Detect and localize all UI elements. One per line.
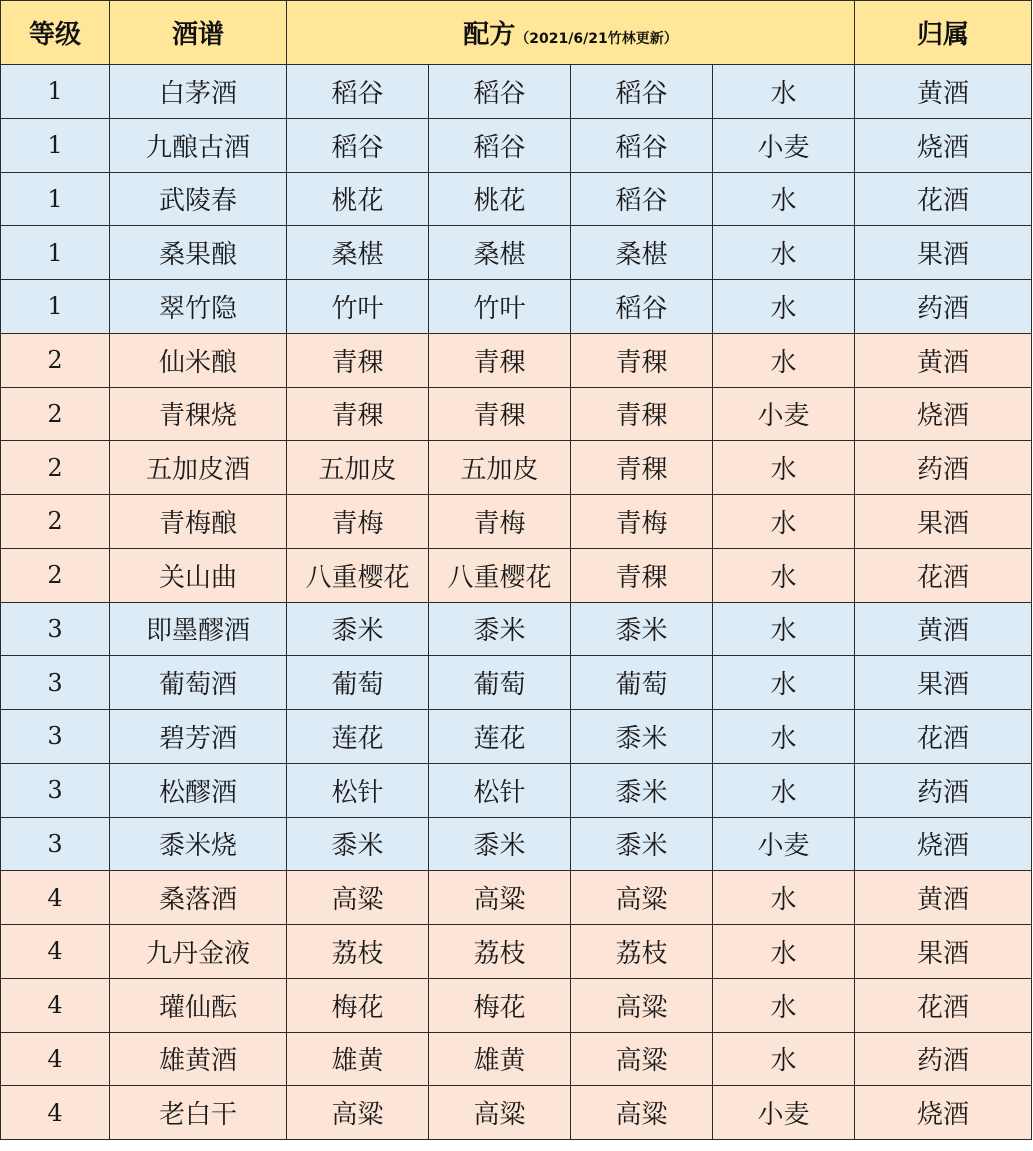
cell-ingredient-1: 青梅 <box>287 495 429 549</box>
cell-ingredient-4: 水 <box>713 925 855 979</box>
cell-ingredient-2: 青稞 <box>429 333 571 387</box>
cell-ingredient-3: 高粱 <box>571 978 713 1032</box>
cell-ingredient-1: 荔枝 <box>287 925 429 979</box>
cell-ingredient-2: 高粱 <box>429 871 571 925</box>
cell-ingredient-4: 小麦 <box>713 817 855 871</box>
table-row <box>1 441 1032 495</box>
cell-ingredient-4: 水 <box>713 602 855 656</box>
cell-level: 2 <box>1 333 110 387</box>
header-recipe-name: 酒谱 <box>110 1 287 65</box>
cell-ingredient-1: 黍米 <box>287 817 429 871</box>
cell-recipe-name: 青稞烧 <box>110 387 287 441</box>
cell-level: 3 <box>1 602 110 656</box>
table-row <box>1 118 1032 172</box>
cell-ingredient-2: 稻谷 <box>429 65 571 119</box>
cell-level: 1 <box>1 65 110 119</box>
table-body <box>1 65 1032 1140</box>
cell-ingredient-4: 水 <box>713 871 855 925</box>
cell-recipe-name: 黍米烧 <box>110 817 287 871</box>
cell-ingredient-1: 松针 <box>287 763 429 817</box>
cell-ingredient-3: 青稞 <box>571 548 713 602</box>
cell-ingredient-2: 竹叶 <box>429 280 571 334</box>
cell-ingredient-4: 小麦 <box>713 1086 855 1140</box>
cell-ingredient-1: 竹叶 <box>287 280 429 334</box>
cell-level: 2 <box>1 548 110 602</box>
cell-ingredient-3: 稻谷 <box>571 65 713 119</box>
table-row <box>1 548 1032 602</box>
cell-ingredient-3: 稻谷 <box>571 118 713 172</box>
cell-level: 3 <box>1 710 110 764</box>
cell-ingredient-3: 高粱 <box>571 871 713 925</box>
cell-ingredient-3: 黍米 <box>571 710 713 764</box>
cell-ingredient-4: 水 <box>713 441 855 495</box>
cell-ingredient-4: 小麦 <box>713 118 855 172</box>
cell-ingredient-2: 稻谷 <box>429 118 571 172</box>
cell-ingredient-2: 青稞 <box>429 387 571 441</box>
cell-recipe-name: 九酿古酒 <box>110 118 287 172</box>
cell-level: 1 <box>1 172 110 226</box>
cell-category: 烧酒 <box>855 387 1032 441</box>
cell-category: 花酒 <box>855 172 1032 226</box>
cell-level: 3 <box>1 817 110 871</box>
cell-ingredient-3: 高粱 <box>571 1032 713 1086</box>
cell-level: 2 <box>1 441 110 495</box>
cell-recipe-name: 雄黄酒 <box>110 1032 287 1086</box>
cell-category: 药酒 <box>855 280 1032 334</box>
cell-ingredient-2: 黍米 <box>429 602 571 656</box>
header-level: 等级 <box>1 1 110 65</box>
cell-category: 烧酒 <box>855 118 1032 172</box>
cell-ingredient-3: 葡萄 <box>571 656 713 710</box>
cell-ingredient-3: 桑椹 <box>571 226 713 280</box>
cell-ingredient-1: 高粱 <box>287 871 429 925</box>
cell-ingredient-2: 松针 <box>429 763 571 817</box>
cell-level: 3 <box>1 763 110 817</box>
cell-recipe-name: 桑果酿 <box>110 226 287 280</box>
cell-category: 花酒 <box>855 710 1032 764</box>
table-row <box>1 925 1032 979</box>
header-row <box>1 1 1032 65</box>
cell-category: 烧酒 <box>855 817 1032 871</box>
cell-ingredient-1: 稻谷 <box>287 118 429 172</box>
table-row <box>1 602 1032 656</box>
cell-ingredient-2: 桃花 <box>429 172 571 226</box>
cell-ingredient-1: 莲花 <box>287 710 429 764</box>
cell-recipe-name: 即墨醪酒 <box>110 602 287 656</box>
cell-recipe-name: 桑落酒 <box>110 871 287 925</box>
cell-recipe-name: 白茅酒 <box>110 65 287 119</box>
table-row <box>1 763 1032 817</box>
cell-ingredient-4: 水 <box>713 710 855 764</box>
cell-ingredient-3: 黍米 <box>571 763 713 817</box>
cell-category: 黄酒 <box>855 602 1032 656</box>
cell-level: 1 <box>1 118 110 172</box>
table-row <box>1 280 1032 334</box>
table-row <box>1 65 1032 119</box>
cell-ingredient-4: 水 <box>713 172 855 226</box>
header-formula-label: 配方 <box>463 20 516 50</box>
cell-recipe-name: 瓘仙酝 <box>110 978 287 1032</box>
table-row <box>1 978 1032 1032</box>
table-row <box>1 495 1032 549</box>
cell-category: 果酒 <box>855 656 1032 710</box>
cell-ingredient-4: 小麦 <box>713 387 855 441</box>
cell-ingredient-1: 五加皮 <box>287 441 429 495</box>
cell-ingredient-4: 水 <box>713 656 855 710</box>
cell-ingredient-3: 黍米 <box>571 817 713 871</box>
cell-ingredient-3: 高粱 <box>571 1086 713 1140</box>
cell-level: 1 <box>1 280 110 334</box>
cell-ingredient-1: 稻谷 <box>287 65 429 119</box>
cell-category: 黄酒 <box>855 333 1032 387</box>
cell-ingredient-4: 水 <box>713 65 855 119</box>
cell-category: 烧酒 <box>855 1086 1032 1140</box>
table-row <box>1 1086 1032 1140</box>
cell-ingredient-1: 葡萄 <box>287 656 429 710</box>
cell-ingredient-4: 水 <box>713 495 855 549</box>
cell-ingredient-4: 水 <box>713 226 855 280</box>
cell-ingredient-3: 青稞 <box>571 333 713 387</box>
cell-ingredient-1: 黍米 <box>287 602 429 656</box>
cell-ingredient-2: 青梅 <box>429 495 571 549</box>
cell-ingredient-4: 水 <box>713 1032 855 1086</box>
cell-level: 3 <box>1 656 110 710</box>
cell-ingredient-2: 八重樱花 <box>429 548 571 602</box>
cell-level: 2 <box>1 495 110 549</box>
cell-category: 药酒 <box>855 763 1032 817</box>
cell-ingredient-2: 梅花 <box>429 978 571 1032</box>
table-row <box>1 1032 1032 1086</box>
cell-ingredient-4: 水 <box>713 333 855 387</box>
cell-category: 黄酒 <box>855 871 1032 925</box>
cell-ingredient-3: 青稞 <box>571 387 713 441</box>
cell-level: 4 <box>1 871 110 925</box>
table-row <box>1 387 1032 441</box>
table-row <box>1 333 1032 387</box>
cell-recipe-name: 老白干 <box>110 1086 287 1140</box>
cell-recipe-name: 翠竹隐 <box>110 280 287 334</box>
cell-level: 4 <box>1 978 110 1032</box>
header-formula <box>287 1 855 65</box>
cell-ingredient-1: 桃花 <box>287 172 429 226</box>
header-formula-note: （2021/6/21竹林更新） <box>515 31 678 47</box>
cell-level: 2 <box>1 387 110 441</box>
cell-level: 4 <box>1 1032 110 1086</box>
cell-category: 果酒 <box>855 925 1032 979</box>
cell-ingredient-1: 高粱 <box>287 1086 429 1140</box>
cell-ingredient-2: 五加皮 <box>429 441 571 495</box>
header-category: 归属 <box>855 1 1032 65</box>
cell-ingredient-2: 莲花 <box>429 710 571 764</box>
table-row <box>1 226 1032 280</box>
cell-ingredient-4: 水 <box>713 280 855 334</box>
table-row <box>1 656 1032 710</box>
table-row <box>1 871 1032 925</box>
cell-ingredient-1: 梅花 <box>287 978 429 1032</box>
cell-recipe-name: 武陵春 <box>110 172 287 226</box>
cell-recipe-name: 碧芳酒 <box>110 710 287 764</box>
cell-recipe-name: 松醪酒 <box>110 763 287 817</box>
cell-ingredient-2: 雄黄 <box>429 1032 571 1086</box>
cell-ingredient-2: 黍米 <box>429 817 571 871</box>
table-row <box>1 172 1032 226</box>
cell-level: 4 <box>1 1086 110 1140</box>
table-row <box>1 710 1032 764</box>
cell-ingredient-2: 桑椹 <box>429 226 571 280</box>
cell-ingredient-2: 葡萄 <box>429 656 571 710</box>
cell-ingredient-3: 黍米 <box>571 602 713 656</box>
cell-category: 花酒 <box>855 978 1032 1032</box>
table-row <box>1 817 1032 871</box>
cell-ingredient-1: 雄黄 <box>287 1032 429 1086</box>
cell-ingredient-3: 荔枝 <box>571 925 713 979</box>
cell-recipe-name: 仙米酿 <box>110 333 287 387</box>
cell-category: 果酒 <box>855 226 1032 280</box>
cell-ingredient-3: 稻谷 <box>571 172 713 226</box>
cell-ingredient-1: 青稞 <box>287 333 429 387</box>
cell-recipe-name: 青梅酿 <box>110 495 287 549</box>
cell-ingredient-3: 稻谷 <box>571 280 713 334</box>
cell-category: 黄酒 <box>855 65 1032 119</box>
cell-category: 果酒 <box>855 495 1032 549</box>
cell-level: 4 <box>1 925 110 979</box>
cell-ingredient-3: 青稞 <box>571 441 713 495</box>
cell-ingredient-1: 青稞 <box>287 387 429 441</box>
cell-ingredient-1: 桑椹 <box>287 226 429 280</box>
cell-category: 药酒 <box>855 441 1032 495</box>
cell-ingredient-4: 水 <box>713 548 855 602</box>
cell-ingredient-2: 高粱 <box>429 1086 571 1140</box>
cell-ingredient-4: 水 <box>713 978 855 1032</box>
cell-recipe-name: 五加皮酒 <box>110 441 287 495</box>
cell-category: 花酒 <box>855 548 1032 602</box>
cell-recipe-name: 葡萄酒 <box>110 656 287 710</box>
cell-ingredient-4: 水 <box>713 763 855 817</box>
cell-category: 药酒 <box>855 1032 1032 1086</box>
cell-ingredient-3: 青梅 <box>571 495 713 549</box>
cell-recipe-name: 九丹金液 <box>110 925 287 979</box>
cell-ingredient-2: 荔枝 <box>429 925 571 979</box>
cell-ingredient-1: 八重樱花 <box>287 548 429 602</box>
cell-recipe-name: 关山曲 <box>110 548 287 602</box>
cell-level: 1 <box>1 226 110 280</box>
